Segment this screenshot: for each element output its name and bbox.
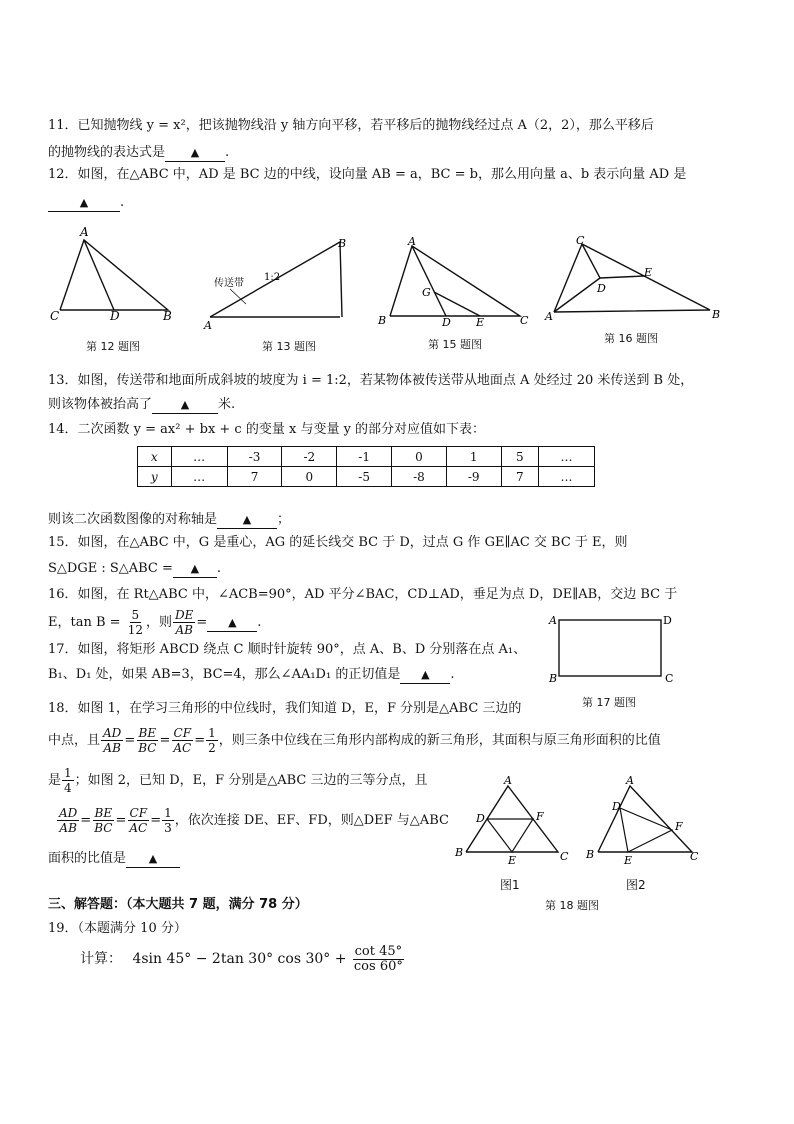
fraction-numerator: 1	[208, 726, 216, 740]
q18-text: 面积的比值是	[48, 851, 127, 866]
ad-ab-fraction	[101, 726, 123, 755]
q12-line2	[48, 194, 124, 212]
q11-end: .	[225, 145, 230, 160]
fraction-denominator: 4	[64, 781, 72, 795]
q18-text: 中点，且	[48, 733, 101, 748]
fraction-numerator: cot 45°	[354, 943, 403, 959]
fraction-numerator: BE	[138, 726, 157, 740]
q19-title: 19．（本题满分 10 分）	[48, 921, 187, 936]
caption-16: 第 16 题图	[604, 332, 658, 345]
cf-ac-fraction	[127, 806, 149, 835]
fraction-denominator: cos 60°	[353, 958, 403, 974]
label-D: D	[663, 614, 672, 627]
third-fraction	[162, 806, 174, 835]
caption-13: 第 13 题图	[262, 340, 316, 353]
quarter-fraction	[62, 766, 74, 795]
q15-text: S△DGE : S△ABC =	[48, 561, 173, 576]
label-B: B	[163, 309, 172, 323]
label-A: A	[80, 225, 89, 239]
label-E: E	[476, 316, 485, 329]
q11-line1: 11．已知抛物线 y = x²，把该抛物线沿 y 轴方向平移，若平移后的抛物线经过点 A（2，2），那么平移后	[48, 118, 654, 133]
label-D: D	[442, 316, 451, 329]
q14-end: ；	[277, 512, 291, 527]
q18-line4: $\frac{AD}{AB}$ = $\frac{BE}{BC}$ = $\frac{CF}{AC}$ = $\frac{1}{3}$ ，依次连接 DE、EF、FD，则△DEF 与△ABC	[59, 806, 449, 835]
q12-answer-blank[interactable]	[48, 195, 120, 212]
table-cell: …	[538, 447, 594, 467]
q13-end: 米.	[218, 397, 236, 412]
q18-text: ；如图 2，已知 D，E，F 分别是△ABC 三边的三等分点，且	[74, 773, 428, 788]
label-A: A	[204, 319, 212, 332]
table-cell: -8	[392, 467, 447, 487]
label-C: C	[50, 309, 60, 323]
table-cell: 1	[446, 447, 501, 467]
fraction-denominator: AC	[129, 821, 148, 835]
figure-15	[372, 236, 532, 328]
label-D: D	[476, 812, 485, 825]
q19-calc-label: 计算：	[80, 951, 122, 967]
blank-triangle-icon: ▲	[242, 513, 252, 526]
fraction-numerator: CF	[129, 806, 148, 820]
blank-triangle-icon: ▲	[79, 196, 89, 209]
blank-triangle-icon: ▲	[190, 562, 200, 575]
q12-line1: 12．如图，在△ABC 中，AD 是 BC 边的中线，设向量 AB = a，BC = b，那么用向量 a、b 表示向量 AD 是	[48, 167, 687, 182]
caption-18: 第 18 题图	[545, 899, 599, 912]
label-C: C	[665, 672, 674, 685]
q11-answer-blank[interactable]	[165, 145, 225, 162]
label-A: A	[549, 614, 557, 627]
q18-line5	[48, 850, 180, 868]
de-ab-fraction	[173, 608, 195, 637]
q16-line2	[48, 608, 261, 638]
q18-text: 是	[48, 773, 62, 788]
table-cell: -5	[337, 467, 392, 487]
label-F: F	[675, 820, 683, 833]
tanB-fraction	[126, 608, 145, 637]
q17-text: B₁、D₁ 处，如果 AB=3，BC=4，那么∠AA₁D₁ 的正切值是	[48, 667, 401, 682]
fraction-denominator: AB	[59, 821, 77, 835]
slope-ratio-label: 1:2	[264, 272, 281, 283]
q13-line1: 13．如图，传送带和地面所成斜坡的坡度为 i = 1:2，若某物体被传送带从地面点 A 处经过 20 米传送到 B 处，	[48, 373, 694, 388]
fraction-numerator: 1	[164, 806, 172, 820]
label-G: G	[422, 286, 431, 299]
q16-text-c: =	[196, 615, 208, 630]
cf-ac-fraction	[171, 726, 193, 755]
figure-18-label-1: 图1	[500, 878, 520, 892]
fraction-denominator: AB	[175, 623, 193, 637]
q11-line2	[48, 144, 229, 162]
q17-line2	[48, 666, 454, 684]
table-cell: 7	[501, 467, 538, 487]
blank-triangle-icon: ▲	[180, 398, 190, 411]
q15-answer-blank[interactable]	[173, 561, 217, 578]
fraction-denominator: BC	[94, 821, 113, 835]
fraction-numerator: AD	[103, 726, 122, 740]
q15-line1: 15．如图，在△ABC 中，G 是重心，AG 的延长线交 BC 于 D，过点 G 作 GE∥AC 交 BC 于 E，则	[48, 535, 628, 550]
q11-text: 的抛物线的表达式是	[48, 145, 166, 160]
table-cell: …	[171, 447, 227, 467]
figure-16	[542, 232, 732, 322]
q12-end: .	[120, 195, 125, 210]
figure-17	[545, 608, 685, 688]
fraction-numerator: CF	[173, 726, 192, 740]
fraction-denominator: 12	[127, 623, 143, 637]
label-D: D	[597, 282, 606, 295]
fraction-denominator: AB	[103, 741, 121, 755]
blank-triangle-icon: ▲	[190, 146, 200, 159]
q13-answer-blank[interactable]	[152, 397, 218, 414]
caption-17: 第 17 题图	[582, 696, 636, 709]
table-cell: x	[138, 447, 172, 467]
fraction-denominator: 2	[208, 741, 216, 755]
q14-line2	[48, 511, 290, 529]
q14-answer-blank[interactable]	[217, 512, 277, 529]
q18-line3	[48, 766, 428, 796]
q18-answer-blank[interactable]	[126, 851, 180, 868]
table-cell: 5	[501, 447, 538, 467]
label-A: A	[545, 310, 553, 323]
label-A: A	[504, 774, 512, 787]
table-cell: -3	[227, 447, 282, 467]
q19-expr: 4sin 45° − 2tan 30° cos 30° +	[132, 951, 347, 967]
table-row	[138, 467, 595, 487]
fraction-numerator: 1	[64, 766, 72, 780]
label-B: B	[712, 308, 721, 321]
figure-13	[200, 232, 360, 332]
table-cell: 0	[282, 467, 337, 487]
fraction-denominator: AC	[173, 741, 192, 755]
q13-text: 则该物体被抬高了	[48, 397, 153, 412]
q16-answer-blank[interactable]	[207, 615, 257, 632]
label-E: E	[508, 854, 517, 867]
blank-triangle-icon: ▲	[228, 616, 237, 629]
table-row	[138, 447, 595, 467]
value-table	[137, 446, 595, 487]
q14-text: 则该二次函数图像的对称轴是	[48, 512, 218, 527]
fraction-denominator: BC	[138, 741, 157, 755]
table-cell: …	[538, 467, 594, 487]
ad-ab-fraction	[57, 806, 79, 835]
blank-triangle-icon: ▲	[148, 852, 158, 865]
q16-end: .	[257, 615, 262, 630]
fraction-numerator: AD	[59, 806, 78, 820]
fraction-numerator: 5	[131, 608, 140, 622]
table-cell: -1	[337, 447, 392, 467]
label-B: B	[455, 846, 464, 859]
q16-line1: 16．如图，在 Rt△ABC 中，∠ACB=90°，AD 平分∠BAC，CD⊥AD，垂足为点 D，DE∥AB，交边 BC 于	[48, 587, 678, 602]
q15-line2	[48, 560, 221, 578]
label-E: E	[644, 266, 653, 279]
figure-12	[40, 222, 190, 332]
be-bc-fraction	[136, 726, 158, 755]
fraction-denominator: 3	[164, 821, 172, 835]
q18-text: ，依次连接 DE、EF、FD，则△DEF 与△ABC	[174, 813, 449, 828]
caption-12: 第 12 题图	[86, 340, 140, 353]
q13-line2	[48, 396, 235, 414]
fraction-numerator: DE	[175, 608, 194, 622]
section-3-heading: 三、解答题：（本大题共 7 题，满分 78 分）	[48, 897, 308, 912]
blank-triangle-icon: ▲	[421, 668, 430, 681]
label-C: C	[520, 314, 529, 327]
table-cell: -9	[446, 467, 501, 487]
label-C: C	[690, 850, 699, 863]
label-A: A	[408, 235, 416, 248]
q14-line1: 14．二次函数 y = ax² + bx + c 的变量 x 与变量 y 的部分对应值如下表：	[48, 422, 486, 437]
label-D: D	[110, 309, 120, 323]
q18-text: ，则三条中位线在三角形内部构成的新三角形，其面积与原三角形面积的比值	[218, 733, 661, 748]
q17-line1: 17．如图，将矩形 ABCD 绕点 C 顺时针旋转 90°，点 A、B、D 分别落在点 A₁、	[48, 642, 527, 657]
table-cell: …	[171, 467, 227, 487]
label-D: D	[612, 800, 621, 813]
half-fraction	[206, 726, 218, 755]
fraction-numerator: BE	[94, 806, 113, 820]
q16-text-a: E，tan B =	[48, 615, 121, 630]
q17-end: .	[450, 667, 455, 682]
table-cell: 7	[227, 467, 282, 487]
q15-end: .	[216, 561, 222, 576]
label-B: B	[378, 314, 387, 327]
table-cell: 0	[392, 447, 447, 467]
q18-line1: 18．如图 1，在学习三角形的中位线时，我们知道 D，E，F 分别是△ABC 三边的	[48, 701, 522, 716]
label-F: F	[536, 810, 544, 823]
table-cell: y	[138, 467, 172, 487]
label-B: B	[549, 672, 558, 685]
label-E: E	[624, 854, 633, 867]
q19-expression	[80, 942, 406, 976]
q16-text-b: ，则	[145, 615, 172, 630]
label-B: B	[338, 237, 347, 250]
q17-answer-blank[interactable]	[400, 667, 450, 684]
q18-line2: 中点，且 $\frac{AD}{AB}$ = $\frac{BE}{BC}$ = $\frac{CF}{AC}$ = $\frac{1}{2}$ ，则三条中位线在三角形内部构成的新三角形，其面积与原三角形面积的比值	[48, 726, 661, 755]
table-cell: -2	[282, 447, 337, 467]
label-A: A	[626, 774, 634, 787]
label-C: C	[576, 234, 585, 247]
cot-cos-fraction	[352, 945, 405, 974]
figure-18-label-2: 图2	[626, 878, 646, 892]
caption-15: 第 15 题图	[428, 338, 482, 351]
label-B: B	[586, 848, 595, 861]
label-C: C	[560, 850, 569, 863]
figure-18	[450, 774, 710, 874]
be-bc-fraction	[92, 806, 114, 835]
conveyor-label: 传送带	[214, 278, 244, 289]
